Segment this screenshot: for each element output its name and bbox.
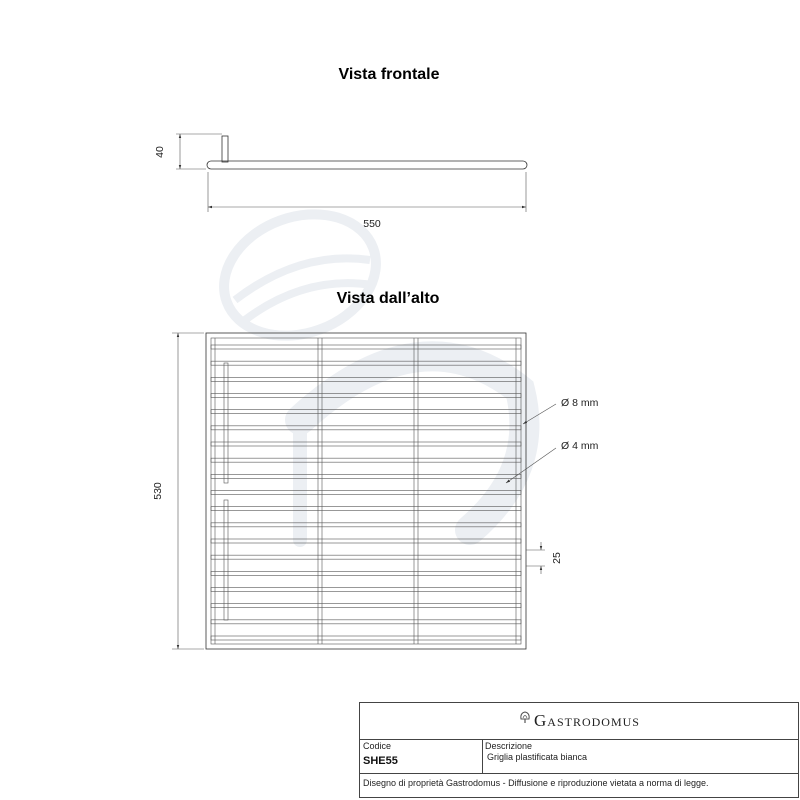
code-cell bbox=[360, 739, 483, 773]
crossbar-wire bbox=[211, 588, 521, 592]
top-height-dimension-lines bbox=[172, 333, 204, 649]
spacing-dimension: 25 bbox=[551, 552, 563, 564]
crossbar-wire bbox=[211, 410, 521, 414]
outer-wire-label: Ø 8 mm bbox=[561, 397, 599, 409]
product-description: Griglia plastificata bianca bbox=[487, 752, 588, 762]
crossbar-wire bbox=[211, 555, 521, 559]
crossbar-wire bbox=[211, 458, 521, 462]
crossbar-wire bbox=[211, 571, 521, 575]
crossbar-wire bbox=[211, 620, 521, 624]
product-code: SHE55 bbox=[363, 755, 398, 767]
crossbar-wire bbox=[211, 474, 521, 478]
description-label: Descrizione bbox=[485, 741, 533, 751]
crossbar-wire bbox=[211, 394, 521, 398]
description-cell bbox=[482, 739, 798, 773]
title-block bbox=[359, 702, 799, 798]
crossbar-wire bbox=[211, 636, 521, 640]
code-label: Codice bbox=[363, 741, 392, 751]
info-row bbox=[360, 739, 798, 774]
crossbar-wire bbox=[211, 604, 521, 608]
crossbar-wire bbox=[211, 426, 521, 430]
front-view-title: Vista frontale bbox=[338, 66, 440, 83]
copyright-notice: Disegno di proprietà Gastrodomus - Diffusione e riproduzione vietata a norma di legge. bbox=[363, 778, 709, 788]
whisk-logo-icon bbox=[518, 710, 532, 724]
top-view-title: Vista dall’alto bbox=[336, 290, 440, 307]
brand-name: Gastrodomus bbox=[534, 711, 640, 730]
brand-header bbox=[360, 703, 798, 740]
top-height-dimension: 530 bbox=[152, 482, 164, 500]
crossbar-wire bbox=[211, 442, 521, 446]
spacing-dimension-lines bbox=[526, 542, 545, 574]
crossbar-wire bbox=[211, 491, 521, 495]
front-width-dimension: 550 bbox=[363, 218, 381, 230]
whisk-watermark-icon bbox=[207, 194, 525, 540]
front-height-dimension: 40 bbox=[154, 146, 166, 158]
inner-wire-label: Ø 4 mm bbox=[561, 440, 599, 452]
front-view bbox=[176, 134, 527, 212]
